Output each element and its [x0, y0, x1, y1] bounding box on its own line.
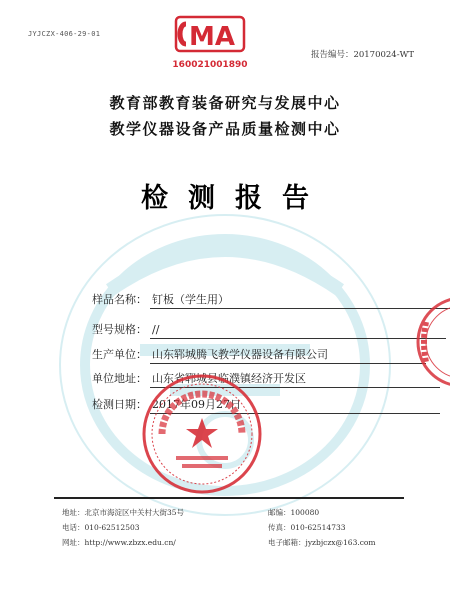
field-value: 2017年09月27日	[150, 397, 440, 414]
document-code: JYJCZX-406-29-01	[28, 30, 101, 38]
document-title: 检测报告	[141, 183, 329, 214]
field-label: 型号规格：	[92, 323, 147, 336]
footer-postcode: 邮编：100080	[268, 508, 320, 517]
footer-website: 网址：http://www.zbzx.edu.cn/	[62, 538, 176, 547]
footer-fax: 传真：010-62514733	[268, 523, 346, 532]
field-value: //	[150, 322, 446, 339]
report-number: 报告编号：20170024-WT	[310, 50, 414, 60]
field-label: 单位地址：	[92, 372, 147, 385]
footer-address: 地址：北京市海淀区中关村大街35号	[62, 508, 185, 517]
field-value: 钉板（学生用）	[150, 292, 450, 309]
official-stamp-icon	[140, 372, 264, 496]
organization-line-2: 教学仪器设备产品质量检测中心	[109, 120, 341, 138]
partial-stamp-icon	[412, 292, 450, 392]
footer-divider	[54, 497, 404, 499]
footer-email: 电子邮箱：jyzbjczx@163.com	[268, 538, 376, 547]
cma-logo-text: MA	[189, 22, 235, 52]
field-value: 山东郓城腾飞教学仪器设备有限公司	[150, 347, 426, 364]
cma-number: 160021001890	[172, 60, 248, 70]
organization-line-1: 教育部教育装备研究与发展中心	[109, 94, 341, 112]
cma-logo-icon	[172, 14, 248, 72]
field-label: 生产单位：	[92, 348, 147, 361]
field-label: 样品名称：	[92, 293, 147, 306]
footer-phone: 电话：010-62512503	[62, 523, 140, 532]
field-label: 检测日期：	[92, 398, 147, 411]
field-value: 山东省郓城县临濮镇经济开发区	[150, 371, 440, 388]
